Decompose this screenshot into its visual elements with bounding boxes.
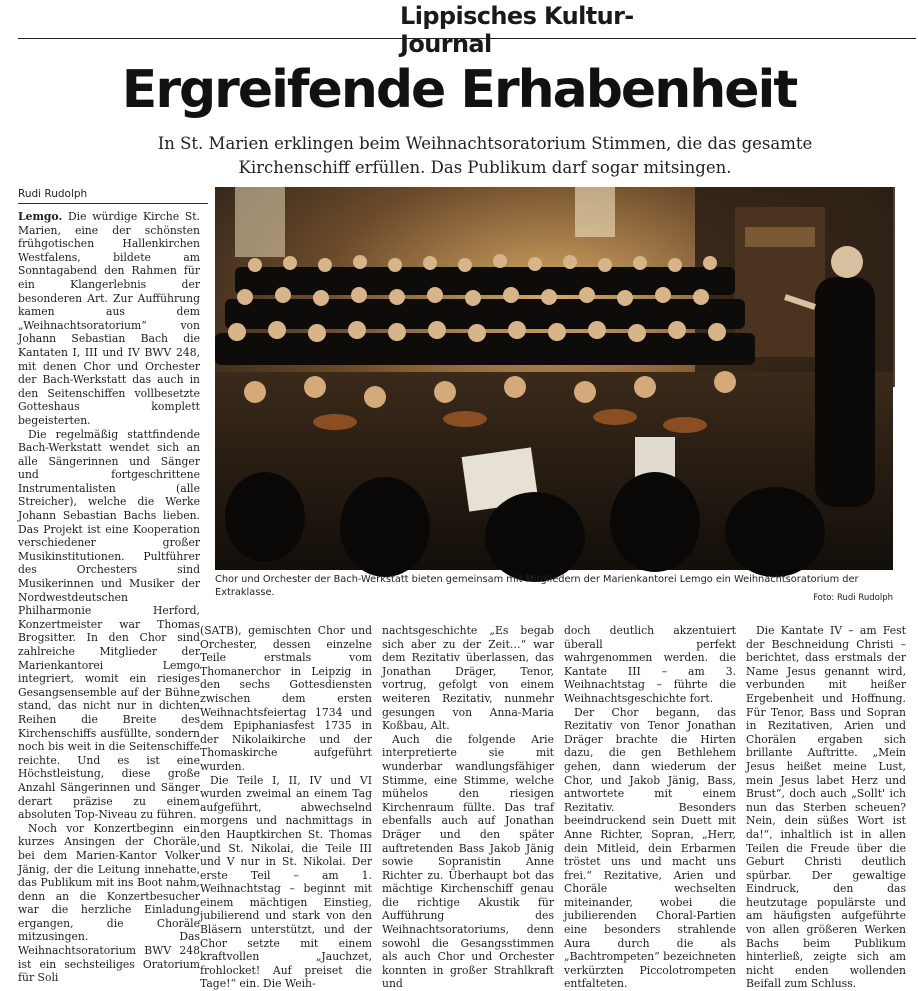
dateline: Lemgo. [18, 210, 63, 223]
author-byline: Rudi Rudolph [18, 188, 208, 204]
paragraph: Auch die folgende Arie interpretierte sie mit wunderbar wandlungsfähiger Stimme, eine Stimme, welche mühelos den riesigen Kirchenraum füllte. Das traf ebenfalls auch auf Jonathan Dräger und den später auftretenden Bass Jakob Jänig sowie Sopranistin Anne Richter zu. Überhaupt bot das mächtige Kirchenschiff genau die richtige Akustik für Aufführung des Weihnachtsoratoriums, denn sowohl die Gesangsstimmen als auch Chor und Orchester konnten in großer Strahlkraft und [382, 732, 554, 991]
article-column-2 [200, 624, 372, 991]
paragraph: Der Chor begann, das Rezitativ von Tenor Jonathan Dräger brachte die Hirten dazu, die gen Bethlehem gehen, dann wiederum der Chor, und Jakob Jänig, Bass, antwortete mit einem Rezitativ. Besonders beeindruckend sein Duett mit Anne Richter, Sopran, „Herr, dein Mitleid, dein Erbarmen tröstet uns und macht uns frei.“ Rezitative, Arien und Choräle wechselten miteinander, wobei die jubilierenden Choral-Partien eine besonders strahlende Aura durch die als „Bachtrompeten“ bezeichneten verkürzten Piccolotrompeten entfalteten. [564, 705, 736, 991]
paragraph: Noch vor Konzertbeginn ein kurzes Ansingen der Choräle, bei dem Marien-Kantor Volker Jänig, der die Leitung innehatte, das Publikum mit ins Boot nahm, denn an die Konzertbesucher war die herzliche Einladung ergangen, die Choräle mitzusingen. Das Weihnachtsoratorium BWV 248 ist ein sechsteiliges Oratorium für Soli [18, 821, 200, 985]
paragraph: doch deutlich akzentuiert überall perfekt wahrgenommen werden. die Kantate III – am 3. Weihnachtstag – führte die Weihnachtsgeschichte fort. [564, 624, 736, 705]
concert-photo-illustration [215, 187, 893, 570]
paragraph: (SATB), gemischten Chor und Orchester, dessen einzelne Teile erstmals vom Thomanerchor in Leipzig in den sechs Gottesdiensten zwischen dem ersten Weihnachtsfeiertag 1734 und dem Epiphaniasfest 1735 in der Nikolaikirche und der Thomaskirche aufgeführt wurden. [200, 624, 372, 773]
paragraph: Die regelmäßig stattfindende Bach-Werkstatt wendet sich an alle Sängerinnen und Sänger und fortgeschrittene Instrumentalisten (alle Streicher), welche die Werke Johann Sebastian Bachs lieben. Das Projekt ist eine Kooperation verschiedener großer Musikinstitutionen. Pultführer des Orchesters sind Musikerinnen und Musiker der Nordwestdeutschen Philharmonie Herford, Konzertmeister war Thomas Brogsitter. In den Chor sind zahlreiche Mitglieder der Marienkantorei Lemgo integriert, womit ein riesiges Gesangsensemble auf der Bühne stand, das nicht nur in dichten Reihen die Breite des Kirchenschiffs ausfüllte, sondern noch bis weit in die Seitenschiffe reichte. Und es ist eine Höchstleistung, diese große Anzahl Sängerinnen und Sänger derart präzise zu einem absoluten Top-Niveau zu führen. [18, 427, 200, 822]
article-column-1 [18, 210, 201, 985]
concert-photo [215, 187, 893, 570]
article-column-5 [746, 624, 906, 991]
paragraph: nachtsgeschichte „Es begab sich aber zu der Zeit…“ war dem Rezitativ überlassen, das Jonathan Dräger, Tenor, vortrug, gefolgt von einem weiteren Rezitativ, nunmehr gesungen von Anna-Maria Koßbau, Alt. [382, 624, 554, 733]
article-subhead: In St. Marien erklingen beim Weihnachtsoratorium Stimmen, die das gesamte Kirchenschiff erfüllen. Das Publikum darf sogar mitsingen. [157, 134, 813, 177]
paragraph [18, 210, 200, 428]
section-kicker: Lippisches Kultur-Journal [400, 2, 634, 58]
article-column-3 [382, 624, 554, 991]
header-rule [18, 38, 916, 39]
paragraph: Die Kantate IV – am Fest der Beschneidung Christi – berichtet, dass erstmals der Name Jesus genannt wird, verbunden mit heißer Ergebenheit und Hoffnung. Für Tenor, Bass und Sopran in Rezitativen, Arien und Chorälen ergaben sich brillante Auftritte. „Mein Jesus heißet meine Lust, mein Jesus labet Herz und Brust“, doch auch „Sollt' ich nun das Sterben scheuen? Nein, dein süßes Wort ist da!“, inhaltlich ist in allen Teilen die Freude über die Geburt Christi deutlich spürbar. Der gewaltige Eindruck, den das heutzutage populärste und am häufigsten aufgeführte von allen größeren Werken Bachs beim Publikum hinterließ, zeigte sich am nicht enden wollenden Beifall zum Schluss. [746, 624, 906, 991]
photo-caption: Chor und Orchester der Bach-Werkstatt bieten gemeinsam mit Mitgliedern der Marienkantorei Lemgo ein Weihnachtsoratorium der Extraklasse. [215, 574, 859, 598]
article-column-4 [564, 624, 736, 991]
photo-credit: Foto: Rudi Rudolph [813, 593, 893, 603]
paragraph-text: Die würdige Kirche St. Marien, eine der schönsten frühgotischen Hallenkirchen Westfalens, bildete am Sonntagabend den Rahmen für ein Klangerlebnis der besonderen Art. Zur Aufführung kamen aus dem „Weihnachtsoratorium“ von Johann Sebastian Bach die Kantaten I, III und IV BWV 248, mit denen Chor und Orchester der Bach-Werkstatt das auch in den Seitenschiffen vollbesetzte Gotteshaus komplett begeisterten. [18, 210, 201, 427]
paragraph: Die Teile I, II, IV und VI wurden zweimal an einem Tag aufgeführt, abwechselnd morgens und nachmittags in den Hauptkirchen St. Thomas und St. Nikolai, die Teile III und V nur in St. Nikolai. Der erste Teil – am 1. Weihnachtstag – beginnt mit einem mächtigen Einstieg, jubilierend und stark von den Bläsern unterstützt, und der Chor setzte mit einem kraftvollen „Jauchzet, frohlocket! Auf preiset die Tage!“ ein. Die Weih- [200, 773, 372, 991]
article-headline: Ergreifende Erhabenheit [121, 60, 797, 120]
